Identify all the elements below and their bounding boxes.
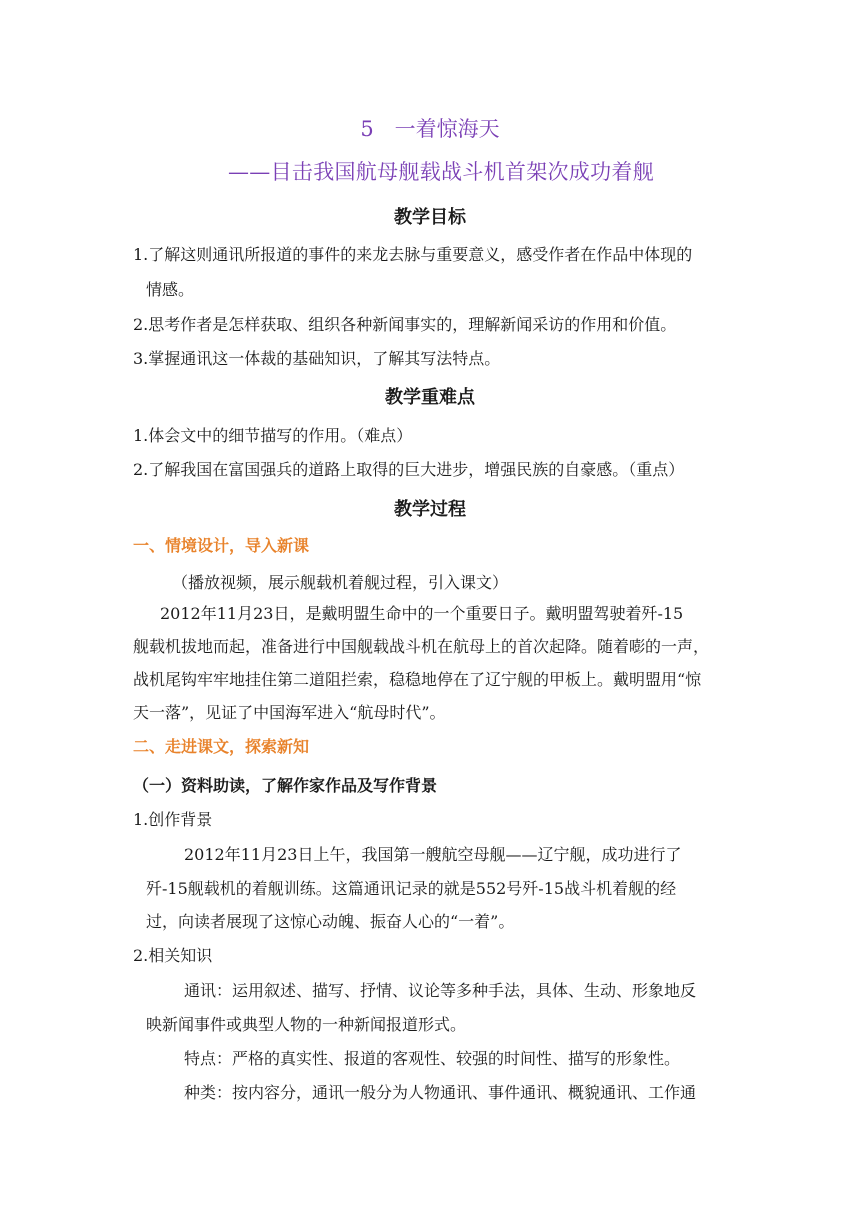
objectives-heading: 教学目标 [394, 207, 466, 228]
section-one-line: 战机尾钩牢牢地挂住第二道阻拦索，稳稳地停在了辽宁舰的甲板上。戴明盟用“惊 [133, 670, 702, 689]
background-line: 过，向读者展现了这惊心动魄、振奋人心的“一着”。 [146, 912, 515, 931]
section-one-line: （播放视频，展示舰载机着舰过程，引入课文） [172, 573, 509, 592]
objective-line: 3.掌握通讯这一体裁的基础知识，了解其写法特点。 [133, 349, 501, 368]
section-one-line: 天一落”，见证了中国海军进入“航母时代”。 [133, 703, 446, 722]
objective-line: 情感。 [146, 280, 195, 299]
objective-line: 2.思考作者是怎样获取、组织各种新闻事实的，理解新闻采访的作用和价值。 [133, 315, 677, 334]
key-point-line: 2.了解我国在富国强兵的道路上取得的巨大进步，增强民族的自豪感。（重点） [133, 460, 685, 479]
section-one-line: 舰载机拔地而起，准备进行中国舰载战斗机在航母上的首次起降。随着嘭的一声， [133, 637, 710, 656]
lesson-title: 5 一着惊海天 [360, 117, 500, 141]
knowledge-line: 通讯：运用叙述、描写、抒情、议论等多种手法，具体、生动、形象地反 [184, 981, 697, 1000]
background-line: 2012年11月23日上午，我国第一艘航空母舰——辽宁舰，成功进行了 [184, 845, 682, 864]
process-heading: 教学过程 [394, 499, 466, 520]
knowledge-line: 种类：按内容分，通讯一般分为人物通讯、事件通讯、概貌通讯、工作通 [184, 1083, 697, 1102]
section-one-line: 2012年11月23日，是戴明盟生命中的一个重要日子。戴明盟驾驶着歼-15 [160, 604, 684, 623]
knowledge-line: 特点：严格的真实性、报道的客观性、较强的时间性、描写的形象性。 [184, 1049, 681, 1068]
background-line: 歼-15舰载机的着舰训练。这篇通讯记录的就是552号歼-15战斗机着舰的经 [146, 879, 677, 898]
key-point-line: 1.体会文中的细节描写的作用。（难点） [133, 426, 413, 445]
knowledge-line: 映新闻事件或典型人物的一种新闻报道形式。 [146, 1015, 467, 1034]
section-two-title: 二、走进课文，探索新知 [133, 737, 310, 756]
section-one-title: 一、情境设计，导入新课 [133, 536, 310, 555]
key-points-heading: 教学重难点 [385, 387, 475, 408]
item-label: 2.相关知识 [133, 946, 213, 965]
subsection-title: （一）资料助读，了解作家作品及写作背景 [133, 776, 438, 795]
objective-line: 1.了解这则通讯所报道的事件的来龙去脉与重要意义，感受作者在作品中体现的 [133, 245, 693, 264]
item-label: 1.创作背景 [133, 810, 213, 829]
lesson-subtitle: ——目击我国航母舰载战斗机首架次成功着舰 [228, 160, 654, 184]
